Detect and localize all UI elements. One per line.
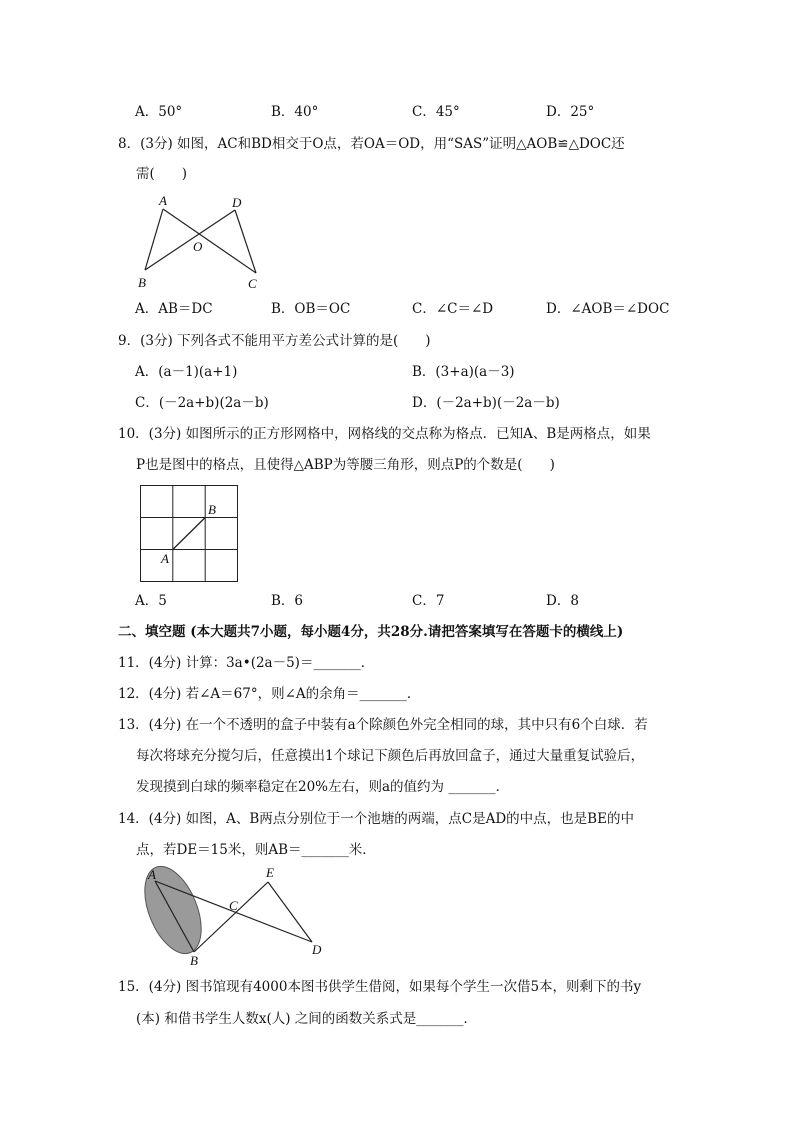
q12-stem: 12．(4分) 若∠A＝67°，则∠A的余角＝_______． bbox=[118, 686, 421, 702]
q15-stem-line2: (本) 和借书学生人数x(人) 之间的函数关系式是_______． bbox=[136, 1011, 478, 1027]
q8-stem-line2: 需( ) bbox=[136, 166, 188, 182]
q8-segment-bd bbox=[145, 210, 235, 270]
q11-stem: 11．(4分) 计算：3a•(2a－5)＝_______． bbox=[118, 655, 375, 671]
q13-stem-line2: 每次将球充分搅匀后，任意摸出1个球记下颜色后再放回盒子，通过大量重复试验后， bbox=[136, 748, 645, 764]
q14-label-a: A bbox=[148, 867, 156, 882]
q14-label-d: D bbox=[312, 942, 322, 957]
q13-stem-line3: 发现摸到白球的频率稳定在20%左右，则a的值约为 _______． bbox=[136, 779, 510, 795]
q8-option-b: B．OB＝OC bbox=[271, 301, 351, 317]
q7-option-b: B．40° bbox=[271, 104, 319, 120]
q10-stem-line2: P也是图中的格点，且使得△ABP为等腰三角形，则点P的个数是( ) bbox=[136, 457, 555, 473]
q7-option-c: C．45° bbox=[412, 104, 460, 120]
q10-label-b: B bbox=[208, 502, 216, 517]
q8-option-d: D．∠AOB＝∠DOC bbox=[546, 301, 670, 317]
q10-label-a: A bbox=[161, 551, 169, 566]
q14-label-c: C bbox=[229, 898, 238, 913]
q10-segment-ab bbox=[173, 518, 205, 550]
q14-stem-line2: 点，若DE＝15米，则AB＝_______米． bbox=[136, 842, 376, 858]
q10-option-b: B．6 bbox=[271, 593, 304, 609]
q13-stem-line1: 13．(4分) 在一个不透明的盒子中装有a个除颜色外完全相同的球，其中只有6个白球．若 bbox=[118, 717, 648, 733]
q9-option-b: B．(3+a)(a－3) bbox=[412, 364, 515, 380]
q9-stem: 9．(3分) 下列各式不能用平方差公式计算的是( ) bbox=[118, 333, 431, 349]
q10-option-c: C．7 bbox=[412, 593, 445, 609]
q8-option-c: C．∠C＝∠D bbox=[412, 301, 494, 317]
q14-pond-figure bbox=[136, 864, 336, 966]
q14-segment-be bbox=[194, 882, 268, 952]
q15-stem-line1: 15．(4分) 图书馆现有4000本图书供学生借阅，如果每个学生一次借5本，则剩下的书y bbox=[118, 979, 642, 995]
q8-label-a: A bbox=[159, 193, 167, 208]
q14-label-e: E bbox=[266, 865, 274, 880]
q8-option-a: A．AB＝DC bbox=[135, 301, 213, 317]
q8-segment-ab bbox=[145, 209, 163, 270]
q8-label-d: D bbox=[232, 195, 242, 210]
q8-label-c: C bbox=[248, 276, 257, 291]
q8-stem-line1: 8．(3分) 如图，AC和BD相交于O点，若OA＝OD，用“SAS”证明△AOB≌△DOC还 bbox=[118, 136, 625, 152]
q10-grid-figure bbox=[138, 484, 240, 584]
q8-segment-ac bbox=[163, 209, 256, 273]
q10-option-a: A．5 bbox=[135, 593, 167, 609]
q9-option-d: D．(－2a+b)(－2a－b) bbox=[412, 395, 560, 411]
q8-segment-dc bbox=[235, 210, 256, 273]
q10-stem-line1: 10．(3分) 如图所示的正方形网格中，网格线的交点称为格点．已知A、B是两格点，如果 bbox=[118, 426, 651, 442]
q8-figure bbox=[132, 192, 272, 292]
section-fill-in-heading: 二、填空题 (本大题共7小题，每小题4分，共28分.请把答案填写在答题卡的横线上) bbox=[118, 624, 624, 640]
q8-label-o: O bbox=[193, 239, 203, 254]
q14-stem-line1: 14．(4分) 如图，A、B两点分别位于一个池塘的两端，点C是AD的中点，也是BE的中 bbox=[118, 811, 634, 827]
q9-option-c: C．(－2a+b)(2a－b) bbox=[135, 395, 269, 411]
q9-option-a: A．(a－1)(a+1) bbox=[135, 364, 238, 380]
q7-option-d: D．25° bbox=[546, 104, 595, 120]
q10-option-d: D．8 bbox=[546, 593, 579, 609]
q8-label-b: B bbox=[138, 275, 146, 290]
q7-option-a: A．50° bbox=[135, 104, 183, 120]
q14-label-b: B bbox=[190, 953, 198, 966]
